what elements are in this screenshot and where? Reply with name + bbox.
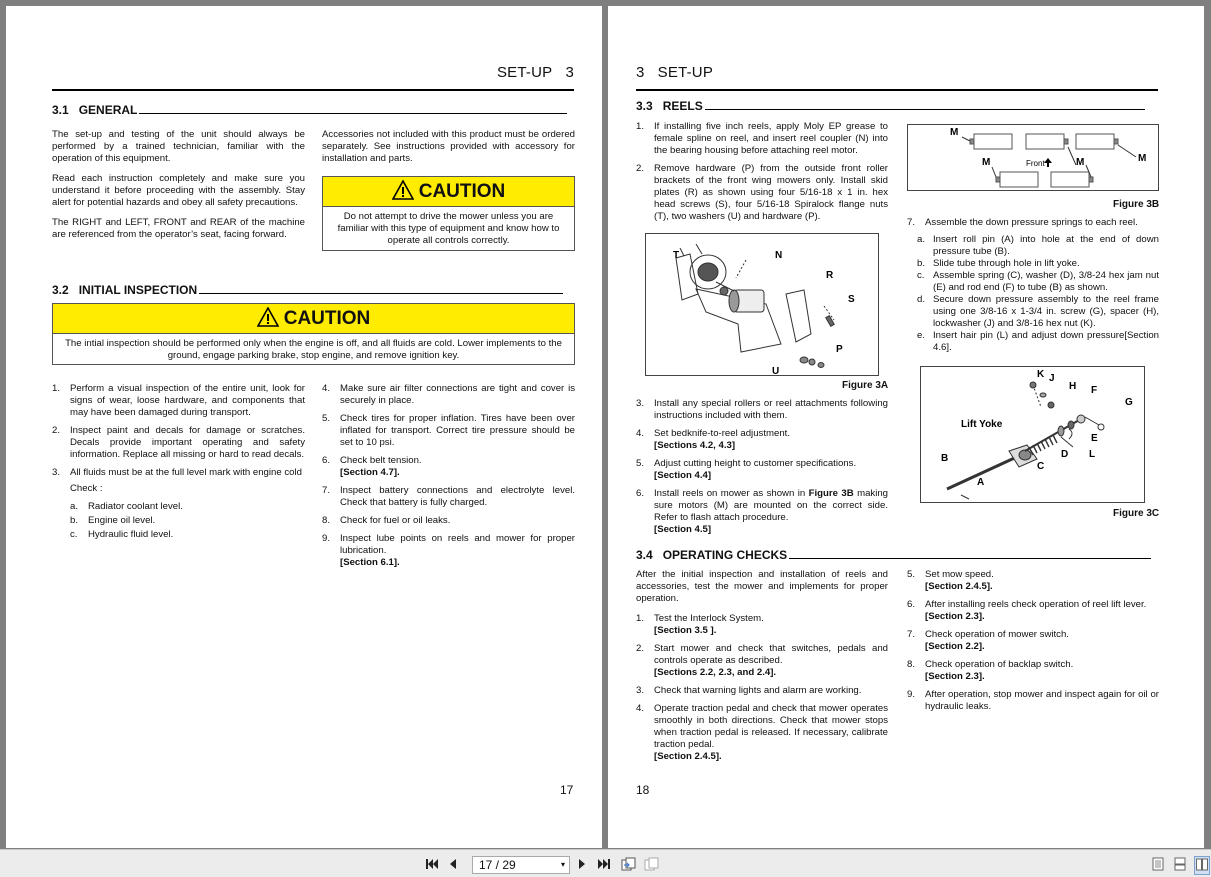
section-heading-3-4: 3.4 OPERATING CHECKS bbox=[636, 548, 1151, 562]
list-item: 6. Install reels on mower as shown in Figure 3B making sure motors (M) are mounted on the correct side. Refer to flash attach procedure. [Section 4.5] bbox=[636, 488, 889, 535]
caution-box-inspection bbox=[52, 303, 575, 365]
list-item: 7. Assemble the down pressure springs to each reel. bbox=[907, 217, 1138, 228]
list-item: 1. Perform a visual inspection of the entire unit, look for signs of wear, loose hardware, and components that may have been damaged during transport. bbox=[52, 383, 305, 418]
label-D: D bbox=[1061, 449, 1069, 460]
check-label: Check : bbox=[70, 483, 103, 494]
warning-icon bbox=[392, 180, 414, 200]
down-pressure-spring-diagram bbox=[921, 367, 1146, 504]
page-header bbox=[636, 64, 713, 81]
list-item: 3. Check that warning lights and alarm are working. bbox=[636, 685, 862, 696]
list-item: 5. Set mow speed. [Section 2.4.5]. bbox=[907, 569, 994, 592]
header-rule bbox=[52, 89, 574, 91]
facing-pages-view-button[interactable] bbox=[1194, 856, 1210, 875]
list-item: 5. Check tires for proper inflation. Tires have been over inflated for transport. Correct tire pressure should be set to 10 psi. bbox=[322, 413, 575, 448]
first-page-icon bbox=[425, 858, 439, 870]
paragraph: After the initial inspection and installation of reels and accessories, test the mower and implements for proper operation. bbox=[636, 569, 888, 604]
reels-steps-1-2 bbox=[636, 121, 888, 229]
section-heading-3-2: 3.2 INITIAL INSPECTION bbox=[52, 283, 563, 297]
paragraph: Accessories not included with this product must be ordered separately. See instructions provided with accessory for installation and parts. bbox=[322, 129, 575, 164]
list-item: 4. Make sure air filter connections are tight and cover is securely in place. bbox=[322, 383, 575, 406]
header-title: SET-UP bbox=[657, 64, 714, 81]
list-subitem: e. Insert hair pin (L) and adjust down pressure[Section 4.6]. bbox=[917, 330, 1159, 353]
caution-text: Do not attempt to drive the mower unless you are familiar with this type of equipment and know how to operate all controls correctly. bbox=[337, 211, 560, 246]
figure-3c bbox=[920, 366, 1145, 503]
figure-caption: Figure 3C bbox=[1113, 508, 1160, 519]
operating-checks-col2 bbox=[907, 569, 1159, 719]
list-subitem: b. Engine oil level. bbox=[70, 515, 156, 526]
warning-icon bbox=[257, 307, 279, 327]
list-subitem: d. Secure down pressure assembly to the reel frame using one 3/8-16 x 1-3/4 in. screw (G), spacer (H), lockwasher (J) and 3/8-16 hex nut (K). bbox=[917, 294, 1159, 329]
last-page-button[interactable] bbox=[597, 858, 611, 872]
label-K: K bbox=[1037, 369, 1045, 380]
paragraph: The RIGHT and LEFT, FRONT and REAR of the machine are referenced from the operator’s seat, facing forward. bbox=[52, 217, 305, 240]
header-rule bbox=[636, 89, 1158, 91]
label-P: P bbox=[836, 344, 843, 355]
go-back-view-button[interactable] bbox=[621, 857, 637, 873]
facing-pages-icon bbox=[1196, 858, 1208, 871]
label-U: U bbox=[772, 366, 780, 377]
label-G: G bbox=[1125, 397, 1133, 408]
list-subitem: b. Slide tube through hole in lift yoke. bbox=[917, 258, 1080, 269]
list-item: 9. Inspect lube points on reels and mower for proper lubrication. [Section 6.1]. bbox=[322, 533, 575, 568]
continuous-page-icon bbox=[1174, 857, 1186, 871]
general-column-1 bbox=[52, 129, 305, 249]
page-number-input[interactable] bbox=[472, 856, 570, 874]
list-subitem: a. Radiator coolant level. bbox=[70, 501, 183, 512]
header-title: SET-UP bbox=[496, 64, 553, 81]
general-column-2 bbox=[322, 129, 575, 173]
list-item: 6. After installing reels check operation of reel lift lever. [Section 2.3]. bbox=[907, 599, 1147, 622]
next-page-button[interactable] bbox=[577, 858, 587, 872]
label-H: H bbox=[1069, 381, 1077, 392]
list-item: 4. Set bedknife-to-reel adjustment. [Sections 4.2, 4.3] bbox=[636, 428, 790, 451]
reel-layout-diagram bbox=[908, 125, 1160, 192]
caution-box bbox=[322, 176, 575, 251]
operating-checks-col1 bbox=[636, 569, 888, 769]
label-M: M bbox=[950, 127, 959, 138]
list-item: 2. Remove hardware (P) from the outside front roller brackets of the front wing mowers only. Install skid plates (R) as shown using four 5/16-18 x 1 in. hex head screws (S), four 5/16-18 Spiralock flange nuts (T), two washers (U) and hardware (P). bbox=[636, 163, 888, 222]
list-item: 8. Check for fuel or oil leaks. bbox=[322, 515, 451, 526]
chevron-down-icon: ▾ bbox=[560, 860, 565, 869]
list-item: 5. Adjust cutting height to customer specifications. [Section 4.4] bbox=[636, 458, 857, 481]
reels-steps-3-6 bbox=[636, 398, 888, 542]
list-item: 4. Operate traction pedal and check that mower operates smoothly in both directions. Check that mower stops when traction pedal is released. If necessary, calibrate traction pedal. [Section 2.4.5]. bbox=[636, 703, 888, 762]
list-subitem: a. Insert roll pin (A) into hole at the end of down pressure tube (B). bbox=[917, 234, 1159, 257]
label-M: M bbox=[1138, 153, 1147, 164]
figure-3b bbox=[907, 124, 1159, 191]
list-item: 3. All fluids must be at the full level mark with engine cold bbox=[52, 467, 302, 478]
page-number: 18 bbox=[636, 783, 650, 797]
last-page-icon bbox=[597, 858, 611, 870]
list-item: 9. After operation, stop mower and inspect again for oil or hydraulic leaks. bbox=[907, 689, 1159, 712]
next-page-icon bbox=[577, 858, 587, 870]
list-item: 6. Check belt tension. [Section 4.7]. bbox=[322, 455, 422, 478]
paragraph: Read each instruction completely and make sure you understand it before proceeding with the assembly. Stay alert for potential hazards and obey all safety precautions. bbox=[52, 173, 305, 208]
continuous-view-button[interactable] bbox=[1174, 857, 1186, 873]
label-lift-yoke: Lift Yoke bbox=[961, 419, 1003, 430]
list-item: 7. Inspect battery connections and electrolyte level. Check that battery is fully charged. bbox=[322, 485, 575, 508]
previous-page-icon bbox=[448, 858, 458, 870]
label-J: J bbox=[1049, 373, 1055, 384]
first-page-button[interactable] bbox=[425, 858, 439, 872]
list-subitem: c. Hydraulic fluid level. bbox=[70, 529, 174, 540]
figure-caption: Figure 3A bbox=[842, 380, 889, 391]
paragraph: The set-up and testing of the unit should always be performed by a trained technician, familiar with the operation of this equipment. bbox=[52, 129, 305, 164]
forward-view-icon bbox=[644, 857, 660, 871]
caution-text: The intial inspection should be performed only when the engine is off, and all fluids are cold. Lower implements to the ground, engage parking brake, stop engine, and remove ignition key. bbox=[65, 338, 562, 361]
viewer-toolbar bbox=[0, 849, 1211, 877]
reel-coupler-diagram bbox=[646, 234, 880, 377]
label-F: F bbox=[1091, 385, 1098, 396]
single-page-icon bbox=[1152, 857, 1164, 871]
label-R: R bbox=[826, 270, 834, 281]
list-item: 1. Test the Interlock System. [Section 3.5 ]. bbox=[636, 613, 764, 636]
caution-title: CAUTION bbox=[418, 181, 506, 202]
inspection-list-col2 bbox=[322, 383, 575, 575]
inspection-list-col1 bbox=[52, 383, 305, 541]
caution-title: CAUTION bbox=[283, 308, 371, 329]
figure-caption: Figure 3B bbox=[1113, 199, 1160, 210]
label-T: T bbox=[673, 250, 680, 261]
label-N: N bbox=[775, 250, 783, 261]
list-item: 2. Start mower and check that switches, pedals and controls operate as described. [Sections 2.2, 2.3, and 2.4]. bbox=[636, 643, 888, 678]
back-view-icon bbox=[621, 857, 637, 871]
single-page-view-button[interactable] bbox=[1152, 857, 1164, 873]
previous-page-button[interactable] bbox=[448, 858, 458, 872]
header-chapter: 3 bbox=[565, 64, 574, 81]
label-front: Front bbox=[1026, 159, 1045, 168]
section-heading-3-1: 3.1 GENERAL bbox=[52, 103, 567, 117]
reels-step-7 bbox=[907, 217, 1159, 354]
label-M: M bbox=[982, 157, 991, 168]
page-number: 17 bbox=[560, 783, 574, 797]
label-B: B bbox=[941, 453, 949, 464]
figure-3a bbox=[645, 233, 879, 376]
label-M: M bbox=[1076, 157, 1085, 168]
list-item: 3. Install any special rollers or reel attachments following instructions included with them. bbox=[636, 398, 888, 421]
label-A: A bbox=[977, 477, 985, 488]
label-E: E bbox=[1091, 433, 1098, 444]
list-item: 8. Check operation of backlap switch. [Section 2.3]. bbox=[907, 659, 1074, 682]
caution-banner bbox=[53, 304, 574, 334]
caution-banner bbox=[323, 177, 574, 207]
list-subitem: c. Assemble spring (C), washer (D), 3/8-24 hex jam nut (E) and rod end (F) to tube (B) as shown. bbox=[917, 270, 1159, 293]
right-page bbox=[608, 6, 1204, 848]
section-heading-3-3: 3.3 REELS bbox=[636, 99, 1145, 113]
go-forward-view-button[interactable] bbox=[644, 857, 660, 873]
label-C: C bbox=[1037, 461, 1045, 472]
label-L: L bbox=[1089, 449, 1096, 460]
list-item: 7. Check operation of mower switch. [Section 2.2]. bbox=[907, 629, 1069, 652]
list-item: 2. Inspect paint and decals for damage or scratches. Decals provide important operating and safety information. Replace all missing or hard to read decals. bbox=[52, 425, 305, 460]
header-chapter: 3 bbox=[636, 64, 645, 81]
left-page bbox=[6, 6, 602, 848]
list-item: 1. If installing five inch reels, apply Moly EP grease to female spline on reel, and insert reel coupler (N) into the bearing housing before attaching reel motor. bbox=[636, 121, 888, 156]
page-indicator: 17 / 29 bbox=[479, 858, 516, 872]
page-header bbox=[497, 64, 574, 81]
label-S: S bbox=[848, 294, 855, 305]
